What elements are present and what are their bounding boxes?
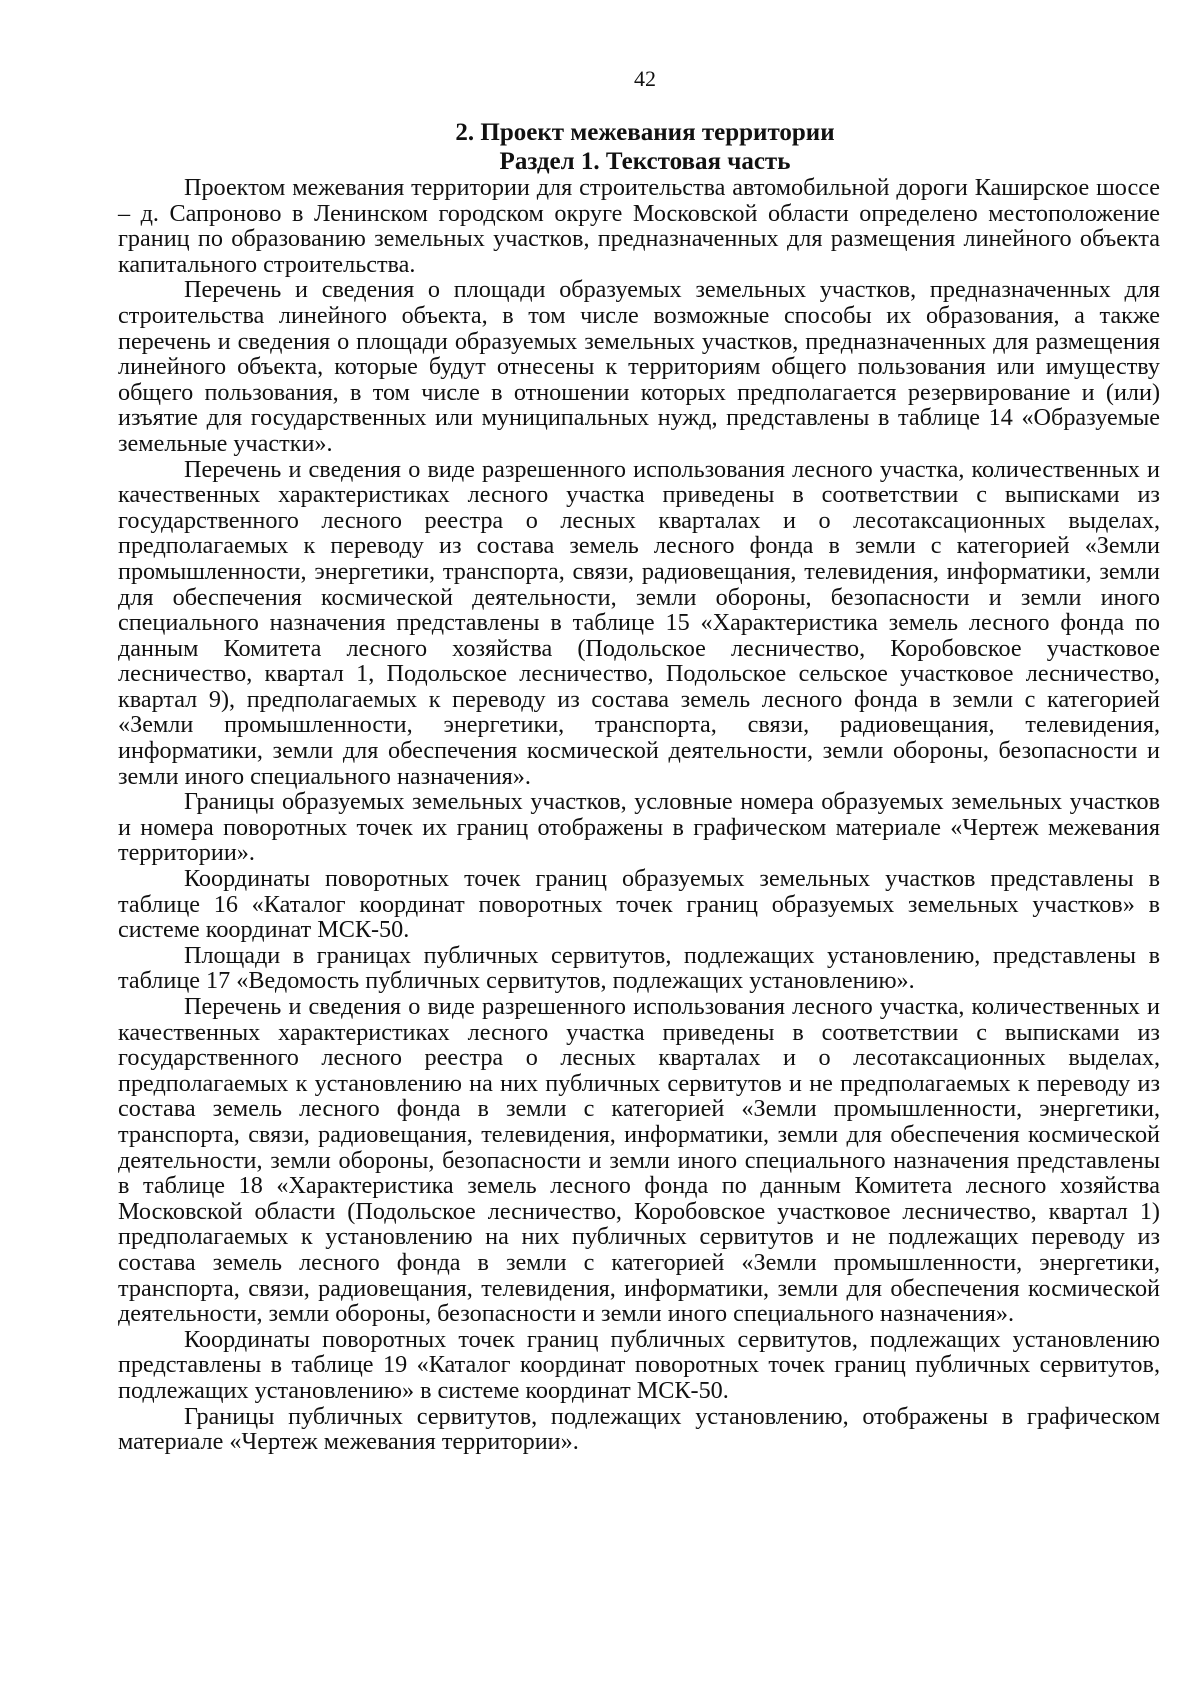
- paragraph: Границы образуемых земельных участков, условные номера образуемых земельных участков и номера поворотных точек их границ отображены в графическом материале «Чертеж межевания территории».: [118, 788, 1160, 867]
- paragraph: Перечень и сведения о виде разрешенного использования лесного участка, количественных и качественных характеристиках лесного участка приведены в соответствии с выписками из государственного лесного реестра о лесных кварталах и о лесотаксационных выделах, предполагаемых к переводу из состава земель лесного фонда в земли с категорией «Земли промышленности, энергетики, транспорта, связи, радиовещания, телевидения, информатики, земли для обеспечения космической деятельности, земли обороны, безопасности и земли иного специального назначения представлены в таблице 15 «Характеристика земель лесного фонда по данным Комитета лесного хозяйства (Подольское лесничество, Коробовское участковое лесничество, квартал 1, Подольское лесничество, Подольское сельское участковое лесничество, квартал 9), предполагаемых к переводу из состава земель лесного фонда в земли с категорией «Земли промышленности, энергетики, транспорта, связи, радиовещания, телевидения, информатики, земли для обеспечения космической деятельности, земли обороны, безопасности и земли иного специального назначения».: [118, 455, 1160, 790]
- page-number: 42: [634, 66, 656, 91]
- paragraph: Проектом межевания территории для строительства автомобильной дороги Каширское шоссе – д. Сапроново в Ленинском городском округе Московской области определено местоположение границ по образованию земельных участков, предназначенных для размещения линейного объекта капитального строительства.: [118, 174, 1160, 278]
- paragraph: Границы публичных сервитутов, подлежащих установлению, отображены в графическом материале «Чертеж межевания территории».: [118, 1402, 1160, 1456]
- paragraph: Площади в границах публичных сервитутов, подлежащих установлению, представлены в таблице 17 «Ведомость публичных сервитутов, подлежащих установлению».: [118, 941, 1160, 995]
- paragraph: Перечень и сведения о виде разрешенного использования лесного участка, количественных и качественных характеристиках лесного участка приведены в соответствии с выписками из государственного лесного реестра о лесных кварталах и о лесотаксационных выделах, предполагаемых к установлению на них публичных сервитутов и не предполагаемых к переводу из состава земель лесного фонда в земли с категорией «Земли промышленности, энергетики, транспорта, связи, радиовещания, телевидения, информатики, земли для обеспечения космической деятельности, земли обороны, безопасности и земли иного специального назначения представлены в таблице 18 «Характеристика земель лесного фонда по данным Комитета лесного хозяйства Московской области (Подольское лесничество, Коробовское участковое лесничество, квартал 1) предполагаемых к установлению на них публичных сервитутов и не подлежащих переводу из состава земель лесного фонда в земли с категорией «Земли промышленности, энергетики, транспорта, связи, радиовещания, телевидения, информатики, земли для обеспечения космической деятельности, земли обороны, безопасности и земли иного специального назначения».: [118, 993, 1160, 1328]
- section-title: 2. Проект межевания территории: [455, 119, 835, 146]
- paragraph: Координаты поворотных точек границ образуемых земельных участков представлены в таблице 16 «Каталог координат поворотных точек границ образуемых земельных участков» в системе координат МСК-50.: [118, 865, 1160, 944]
- body-text: [118, 175, 1160, 1455]
- section-subtitle: Раздел 1. Текстовая часть: [499, 148, 791, 175]
- paragraph: Перечень и сведения о площади образуемых земельных участков, предназначенных для строительства линейного объекта, в том числе возможные способы их образования, а также перечень и сведения о площади образуемых земельных участков, предназначенных для размещения линейного объекта, которые будут отнесены к территориям общего пользования или имуществу общего пользования, в том числе в отношении которых предполагается резервирование и (или) изъятие для государственных или муниципальных нужд, представлены в таблице 14 «Образуемые земельные участки».: [118, 276, 1160, 457]
- paragraph: Координаты поворотных точек границ публичных сервитутов, подлежащих установлению представлены в таблице 19 «Каталог координат поворотных точек границ публичных сервитутов, подлежащих установлению» в системе координат МСК-50.: [118, 1325, 1160, 1404]
